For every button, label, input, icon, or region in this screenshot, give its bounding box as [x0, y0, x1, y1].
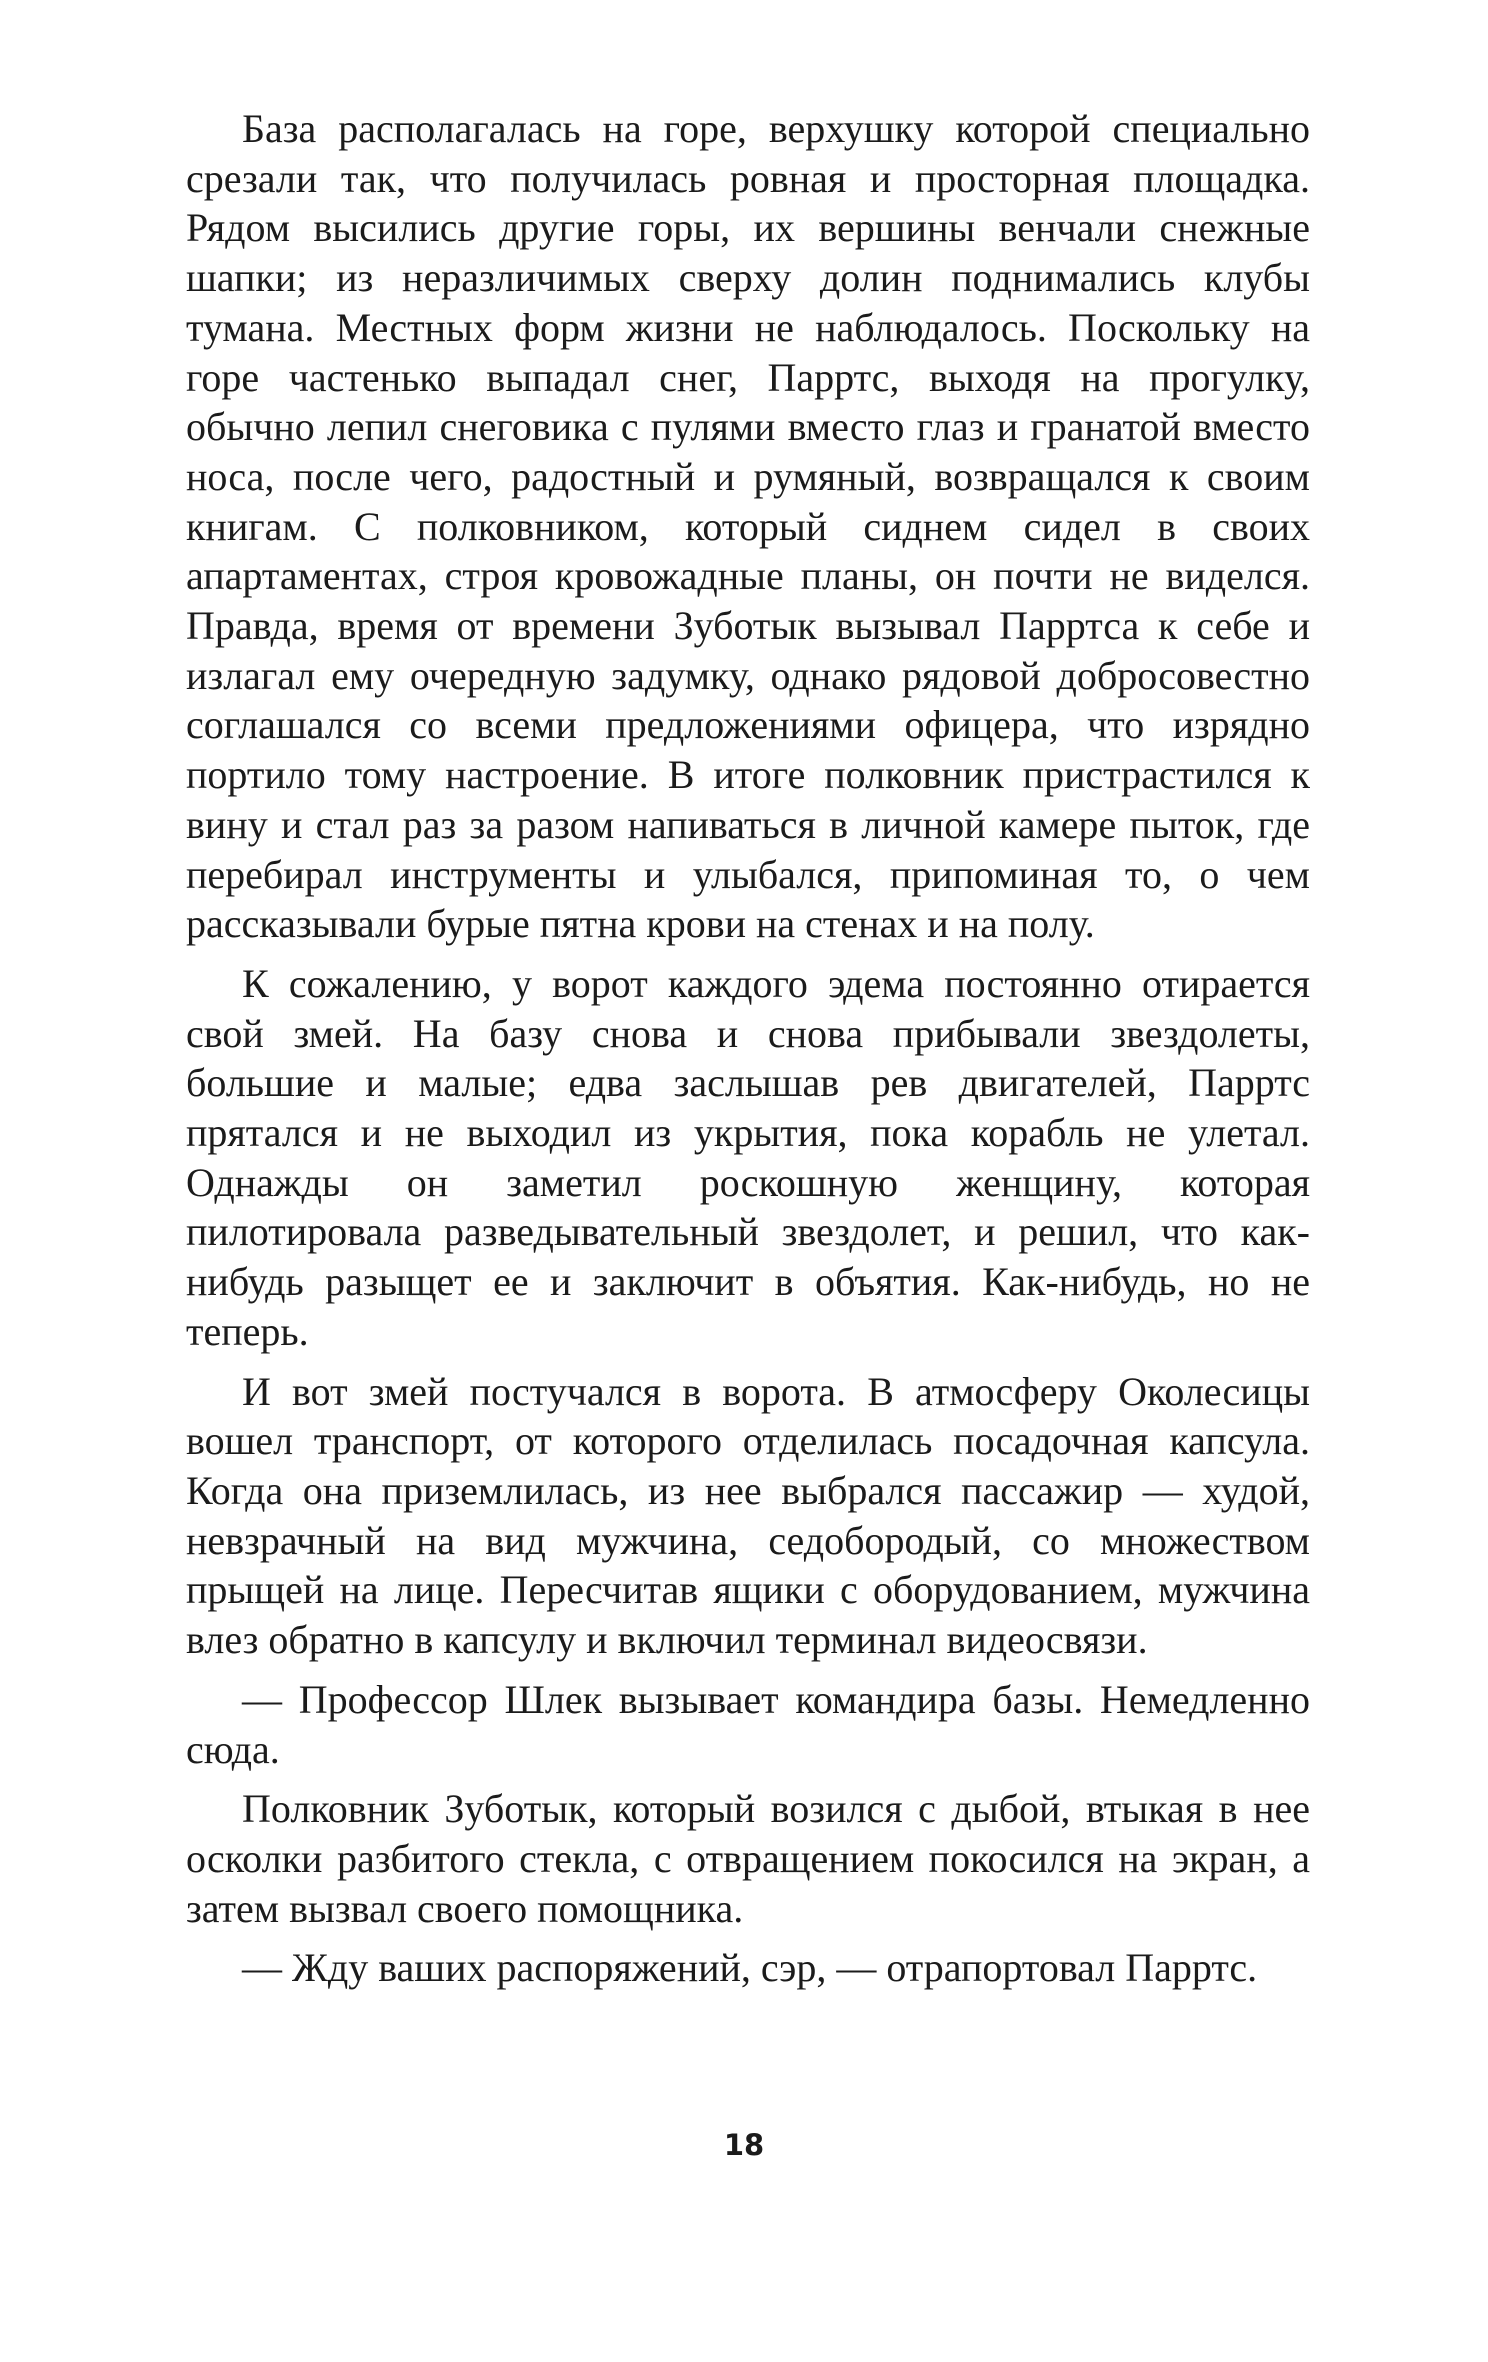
page-number: 18 — [723, 2128, 765, 2162]
paragraph: Полковник Зуботык, который возился с дыбой, втыкая в нее осколки разбитого стекла, с отвращением покосился на экран, а затем вызвал своего помощника. — [186, 1786, 1310, 1931]
paragraph: И вот змей постучался в ворота. В атмосферу Околесицы вошел транспорт, от которого отделилась посадочная капсула. Когда она приземлилась, из нее выбрался пассажир — худой, невзрачный на вид мужчина, седобородый, со множеством прыщей на лице. Пересчитав ящики с оборудованием, мужчина влез обратно в капсулу и включил терминал видеосвязи. — [186, 1368, 1310, 1663]
paragraph: К сожалению, у ворот каждого эдема постоянно отирается свой змей. На базу снова и снова прибывали звездолеты, большие и малые; едва заслышав рев двигателей, Парртс прятался и не выходил из укрытия, пока корабль не улетал. Однажды он заметил роскошную женщину, которая пилотировала разведывательный звездолет, и решил, что как-нибудь разыщет ее и заключит в объятия. Как-нибудь, но не теперь. — [186, 960, 1310, 1354]
paragraph: База располагалась на горе, верхушку которой специально срезали так, что получилась ровная и просторная площадка. Рядом высились другие горы, их вершины венчали снежные шапки; из неразличимых сверху долин поднимались клубы тумана. Местных форм жизни не наблюдалось. Поскольку на горе частенько выпадал снег, Парртс, выходя на прогулку, обычно лепил снеговика с пулями вместо глаз и гранатой вместо носа, после чего, радостный и румяный, возвращался к своим книгам. С полковником, который сиднем сидел в своих апартаментах, строя кровожадные планы, он почти не виделся. Правда, время от времени Зуботык вызывал Парртса к себе и излагал ему очередную задумку, однако рядовой добросовестно соглашался со всеми предложениями офицера, что изрядно портило тому настроение. В итоге полковник пристрастился к вину и стал раз за разом напиваться в личной камере пыток, где перебирал инструменты и улыбался, припоминая то, о чем рассказывали бурые пятна крови на стенах и на полу. — [186, 106, 1310, 947]
body-text — [186, 104, 1310, 2003]
dialogue-line: — Профессор Шлек вызывает командира базы. Немедленно сюда. — [186, 1676, 1310, 1772]
dialogue-line: — Жду ваших распоряжений, сэр, — отрапортовал Парртс. — [242, 1945, 1258, 1991]
